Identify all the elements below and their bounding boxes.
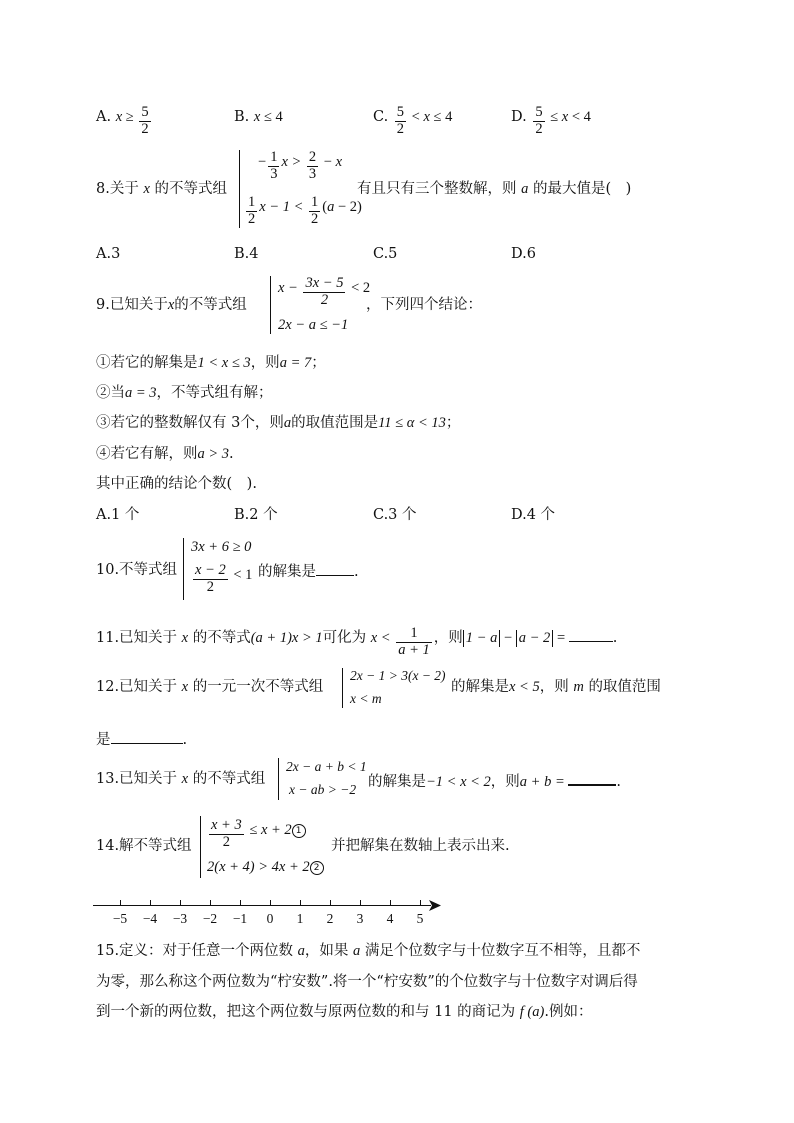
number-line-label: −1 [232,911,248,926]
fraction-1-2: $\frac{1}{2}$ [248,194,256,227]
q9-question-prefix: 9.已知关于x的不等式组 [96,297,247,313]
q8-option-a[interactable]: A.3 [96,246,121,262]
q8-inequality-1: − $\frac{1}{3}$ x > $\frac{2}{3}$ − x [258,149,343,182]
q7-option-a[interactable]: A. x ≥ $\frac{5}{2}$ [96,104,149,137]
q10-inequality-2: $\frac{x - 2}{2}$ < 1 [195,562,253,595]
number-line-label: −5 [112,911,128,926]
fraction-1-3: $\frac{1}{3}$ [270,149,278,182]
system-brace [200,816,201,878]
q12-question-suffix: 的解集是x < 5，则 m 的取值范围 [451,679,661,695]
number-line-tick [360,900,361,906]
number-line-label: 0 [266,911,274,926]
q7-option-d[interactable]: D. $\frac{5}{2}$ ≤ x < 4 [511,104,591,137]
number-line-tick [210,900,211,906]
q8-inequality-2: $\frac{1}{2}$ x − 1 < $\frac{1}{2}$ (a − 2) [248,194,362,227]
q13-question-suffix: 的解集是−1 < x < 2，则a + b = . [368,774,621,790]
fraction-5-2: $\frac{5}{2}$ [535,104,543,137]
q9-option-a[interactable]: A.1 个 [96,507,140,523]
number-line-tick [120,900,121,906]
circled-number-2: 2 [310,861,324,875]
number-line-label: 1 [296,911,304,926]
number-line-tick [390,900,391,906]
q12-inequality-2: x < m [350,691,382,706]
q7-option-c[interactable]: C. $\frac{5}{2}$ < x ≤ 4 [373,104,453,137]
q9-conclusion-4: ④若它有解，则a > 3. [96,446,234,462]
number-line-tick [300,900,301,906]
fraction: $\frac{x + 3}{2}$ [211,817,242,850]
q13-inequality-1: 2x − a + b < 1 [286,759,367,774]
system-brace [278,758,279,800]
q9-conclusion-1: ①若它的解集是1 < x ≤ 3，则a = 7； [96,355,326,371]
number-line-tick [330,900,331,906]
answer-blank[interactable] [568,772,616,786]
q12-line-2: 是 . [96,732,188,748]
q9-conclusion-2: ②当a = 3，不等式组有解； [96,385,273,401]
number-line-arrow-icon [429,900,441,911]
fraction-1-2: $\frac{1}{2}$ [311,194,319,227]
system-brace [270,276,271,334]
q14-question-prefix: 14.解不等式组 [96,838,192,854]
fraction-5-2: $\frac{5}{2}$ [396,104,405,137]
q15-line-3: 到一个新的两位数，把这个两位数与原两位数的和与 11 的商记为 f (a).例如： [96,1004,593,1020]
number-line-tick [270,900,271,906]
answer-blank[interactable] [111,731,183,744]
q12-question-prefix: 12.已知关于 x 的一元一次不等式组 [96,679,324,695]
q9-question-suffix: ，下列四个结论： [366,297,482,313]
answer-blank[interactable] [316,563,354,576]
number-line-label: 4 [386,911,394,926]
number-line-label: −3 [172,911,188,926]
number-line-label: 5 [416,911,424,926]
number-line-label: −4 [142,911,158,926]
q12-inequality-1: 2x − 1 > 3(x − 2) [350,668,446,683]
number-line-label: 3 [356,911,364,926]
q9-conclusion-3: ③若它的整数解仅有 3个，则a的取值范围是11 ≤ α < 13； [96,415,461,431]
q8-option-b[interactable]: B.4 [234,246,259,262]
q15-line-2: 为零，那么称这个两位数为“柠安数”.将一个“柠安数”的个位数字与十位数字对调后得 [96,974,638,990]
number-line-label: −2 [202,911,218,926]
system-brace [239,150,240,228]
q9-option-d[interactable]: D.4 个 [511,507,556,523]
q9-inequality-1: x − $\frac{3x - 5}{2}$ < 2 [278,275,371,308]
number-line-axis [93,905,431,906]
q9-option-b[interactable]: B.2 个 [234,507,278,523]
q14-question-suffix: 并把解集在数轴上表示出来. [331,838,510,854]
fraction-5-2: $\frac{5}{2}$ [141,104,149,137]
answer-blank[interactable] [569,629,613,642]
q11-question: 11.已知关于 x 的不等式(a + 1)x > 1可化为 x < $\frac{1}{a + 1}$ ，则 1 − a − a − 2 = . [96,625,618,658]
absolute-value: 1 − a [463,630,501,647]
q15-line-1: 15.定义：对于任意一个两位数 a，如果 a 满足个位数字与十位数字互不相等，且都不 [96,943,641,959]
q7-option-b[interactable]: B. x ≤ 4 [234,109,283,125]
fraction: $\frac{1}{a + 1}$ [398,625,430,658]
number-line-label: 2 [326,911,334,926]
number-line-tick [420,900,421,906]
number-line-tick [180,900,181,906]
system-brace [183,538,184,600]
number-line-tick [240,900,241,906]
q9-ask: 其中正确的结论个数( ). [96,476,257,492]
number-line-tick [150,900,151,906]
q14-inequality-1: $\frac{x + 3}{2}$ ≤ x + 2 1 [207,818,306,851]
q9-inequality-2: 2x − a ≤ −1 [278,317,349,333]
q13-inequality-2: x − ab > −2 [289,782,357,797]
system-brace [342,668,343,708]
q8-question-suffix: 有且只有三个整数解，则 a 的最大值是( ) [357,181,632,197]
fraction: $\frac{3x - 5}{2}$ [305,275,344,308]
absolute-value: a − 2 [516,630,554,647]
q8-option-c[interactable]: C.5 [373,246,398,262]
q10-question-suffix: 的解集是 . [258,564,359,580]
circled-number-1: 1 [292,824,306,838]
fraction: $\frac{x - 2}{2}$ [195,562,226,595]
q13-question-prefix: 13.已知关于 x 的不等式组 [96,771,266,787]
q8-option-d[interactable]: D.6 [511,246,536,262]
q9-option-c[interactable]: C.3 个 [373,507,417,523]
q10-inequality-1: 3x + 6 ≥ 0 [191,539,252,555]
fraction-2-3: $\frac{2}{3}$ [308,149,317,182]
q10-question-prefix: 10.不等式组 [96,562,178,578]
q8-question-prefix: 8.关于 x 的不等式组 [96,181,227,197]
q14-inequality-2: 2(x + 4) > 4x + 2 2 [207,860,324,875]
